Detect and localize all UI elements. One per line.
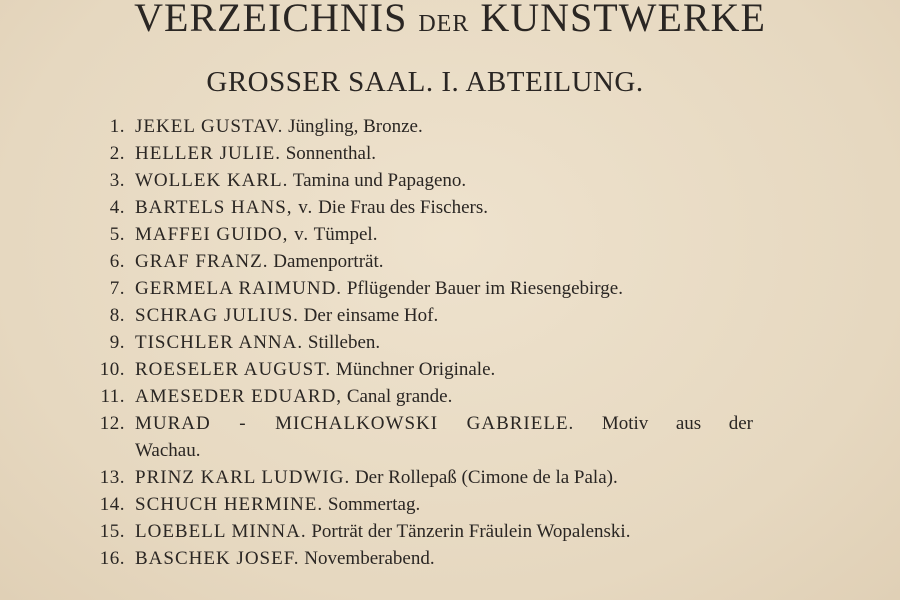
entry-text — [135, 464, 755, 491]
artist-name: GERMELA RAIMUND. — [135, 278, 343, 299]
entry-number: 6. — [109, 251, 125, 272]
entry-number: 16. — [99, 548, 125, 569]
list-item — [0, 491, 900, 518]
entry-line — [135, 521, 630, 542]
artist-name: SCHUCH HERMINE. — [135, 494, 324, 515]
artist-name: WOLLEK KARL. — [135, 170, 289, 191]
entry-line — [135, 548, 435, 569]
list-item — [0, 194, 900, 221]
entry-text — [135, 113, 755, 140]
entry-text — [135, 140, 755, 167]
list-item — [0, 113, 900, 140]
artist-name: ROESELER AUGUST. — [135, 359, 332, 380]
title-part1: VERZEICHNIS — [134, 0, 408, 40]
entry-line — [135, 467, 618, 488]
list-item — [0, 383, 900, 410]
artwork-title: Pflügender Bauer im Riesengebirge. — [346, 278, 623, 299]
entry-number: 15. — [99, 521, 125, 542]
entry-line — [135, 386, 452, 407]
entry-number: 1. — [109, 116, 125, 137]
entry-text — [135, 491, 755, 518]
artwork-title: Stilleben. — [307, 332, 381, 353]
entry-line — [135, 116, 423, 137]
artist-name: AMESEDER EDUARD, — [135, 386, 343, 407]
entry-line — [135, 359, 495, 380]
entry-line — [135, 197, 488, 218]
artwork-title: Damenporträt. — [273, 251, 384, 272]
artwork-title: Münchner Originale. — [335, 359, 496, 380]
list-item — [0, 464, 900, 491]
entry-number: 12. — [99, 413, 125, 434]
artwork-title: Novemberabend. — [304, 548, 435, 569]
entry-text — [135, 329, 755, 356]
list-item — [0, 329, 900, 356]
artwork-list — [0, 113, 900, 572]
section-heading: GROSSER SAAL. I. ABTEILUNG. — [206, 66, 644, 98]
artwork-title: Sonnenthal. — [285, 143, 376, 164]
entry-text — [135, 410, 755, 464]
entry-number: 13. — [99, 467, 125, 488]
artwork-title-continuation: Wachau. — [135, 440, 201, 461]
artist-name: BARTELS HANS, v. — [135, 197, 314, 218]
artist-name: HELLER JULIE. — [135, 143, 281, 164]
list-item — [0, 545, 900, 572]
artwork-title: Tümpel. — [313, 224, 378, 245]
entry-line — [135, 332, 380, 353]
artwork-title: Tamina und Papageno. — [292, 170, 467, 191]
list-item — [0, 167, 900, 194]
title-part2: KUNSTWERKE — [480, 0, 766, 40]
entry-line — [135, 143, 376, 164]
entry-text — [135, 302, 755, 329]
artist-name: JEKEL GUSTAV. — [135, 116, 284, 137]
entry-number: 5. — [109, 224, 125, 245]
entry-line — [135, 224, 377, 245]
entry-number: 9. — [109, 332, 125, 353]
artwork-title: Motiv aus der — [601, 413, 753, 434]
artist-name: LOEBELL MINNA. — [135, 521, 307, 542]
entry-text — [135, 383, 755, 410]
entry-number: 10. — [99, 359, 125, 380]
artwork-title: Der Rollepaß (Cimone de la Pala). — [354, 467, 618, 488]
list-item — [0, 356, 900, 383]
artist-name: GRAF FRANZ. — [135, 251, 269, 272]
artwork-title: Jüngling, Bronze. — [288, 116, 423, 137]
entry-text — [135, 194, 755, 221]
list-item — [0, 248, 900, 275]
artist-name: BASCHEK JOSEF. — [135, 548, 300, 569]
entry-line — [135, 410, 753, 437]
entry-number: 4. — [109, 197, 125, 218]
entry-line — [135, 305, 438, 326]
page-title — [0, 0, 900, 52]
entry-number: 8. — [109, 305, 125, 326]
artist-name: PRINZ KARL LUDWIG. — [135, 467, 351, 488]
entry-text — [135, 167, 755, 194]
artist-name: TISCHLER ANNA. — [135, 332, 304, 353]
entry-text — [135, 518, 755, 545]
title-small-word: DER — [418, 11, 470, 37]
list-item — [0, 302, 900, 329]
artist-name: SCHRAG JULIUS. — [135, 305, 299, 326]
artist-name: MAFFEI GUIDO, v. — [135, 224, 310, 245]
artwork-title: Sommertag. — [327, 494, 421, 515]
entry-number: 3. — [109, 170, 125, 191]
artwork-title: Canal grande. — [346, 386, 453, 407]
artwork-title: Der einsame Hof. — [303, 305, 439, 326]
list-item — [0, 140, 900, 167]
entry-number: 11. — [100, 386, 125, 407]
list-item — [0, 275, 900, 302]
entry-line — [135, 278, 623, 299]
artist-name: MURAD - MICHALKOWSKI GABRIELE. — [135, 413, 575, 434]
list-item — [0, 221, 900, 248]
entry-text — [135, 248, 755, 275]
artwork-title: Die Frau des Fischers. — [318, 197, 488, 218]
entry-line — [135, 251, 384, 272]
entry-text — [135, 221, 755, 248]
entry-text — [135, 356, 755, 383]
artwork-title: Porträt der Tänzerin Fräulein Wopalenski. — [311, 521, 631, 542]
entry-line — [135, 170, 466, 191]
list-item — [0, 410, 900, 464]
entry-line — [135, 494, 420, 515]
list-item — [0, 518, 900, 545]
entry-text — [135, 545, 755, 572]
entry-number: 7. — [109, 278, 125, 299]
entry-number: 2. — [109, 143, 125, 164]
entry-text — [135, 275, 755, 302]
entry-number: 14. — [99, 494, 125, 515]
